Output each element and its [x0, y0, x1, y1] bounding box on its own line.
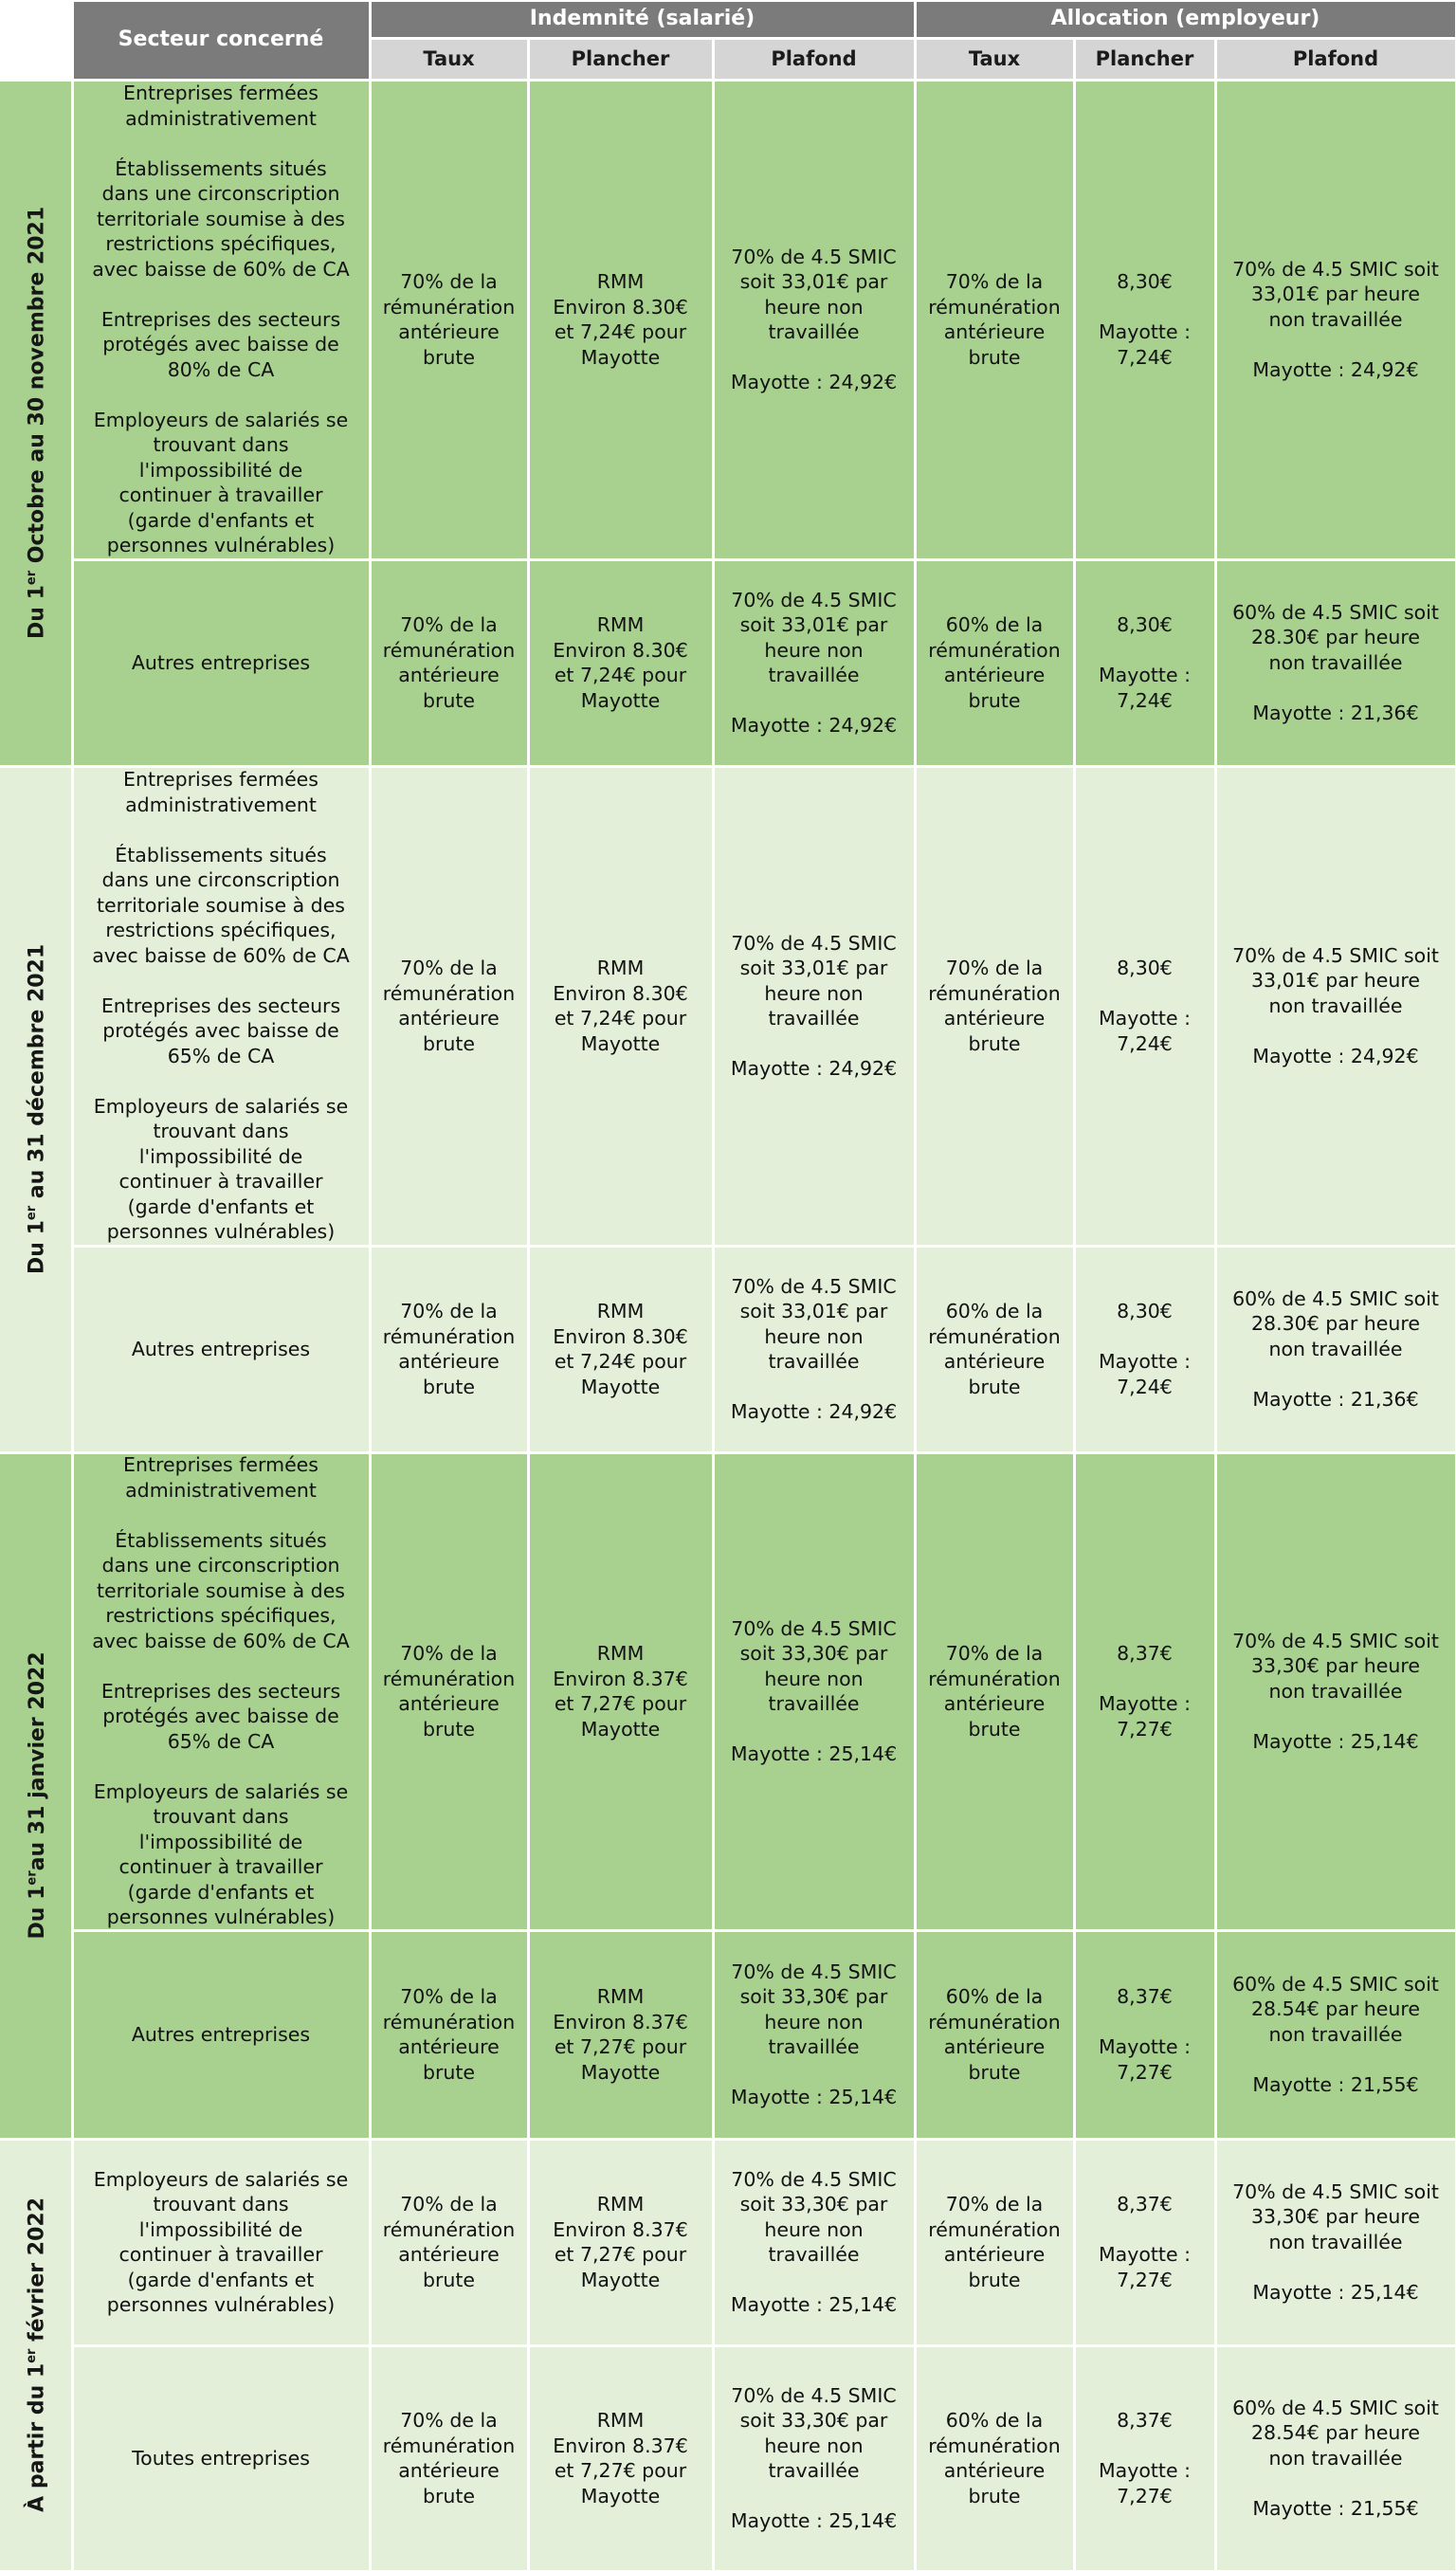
indemnite-plancher-cell: RMM Environ 8.37€ et 7,27€ pour Mayotte	[530, 1932, 712, 2138]
sector-cell: Entreprises fermées administrativement Établissements situés dans une circonscription territoriale soumise à des restrictions spécifiques, avec baisse de 60% de CA Entreprises des secteurs protégés avec baisse de 65% de CA Employeurs de salariés se trouvant dans l'impossibilité de continuer à travailler (garde d'enfants et personnes vulnérables)	[74, 768, 369, 1245]
allocation-plafond-cell: 60% de 4.5 SMIC soit 28.54€ par heure non travaillée Mayotte : 21,55€	[1217, 2347, 1455, 2570]
indemnite-plancher-cell: RMM Environ 8.37€ et 7,27€ pour Mayotte	[530, 2141, 712, 2344]
indemnite-plafond-cell: 70% de 4.5 SMIC soit 33,01€ par heure non travaillée Mayotte : 24,92€	[715, 82, 914, 558]
allocation-plafond-cell: 60% de 4.5 SMIC soit 28.54€ par heure non travaillée Mayotte : 21,55€	[1217, 1932, 1455, 2138]
sector-cell: Entreprises fermées administrativement Établissements situés dans une circonscription territoriale soumise à des restrictions spécifiques, avec baisse de 60% de CA Entreprises des secteurs protégés avec baisse de 80% de CA Employeurs de salariés se trouvant dans l'impossibilité de continuer à travailler (garde d'enfants et personnes vulnérables)	[74, 82, 369, 558]
header-allocation: Allocation (employeur)	[917, 2, 1455, 37]
allocation-plafond-cell: 60% de 4.5 SMIC soit 28.30€ par heure non travaillée Mayotte : 21,36€	[1217, 1248, 1455, 1451]
allocation-plancher-cell: 8,37€ Mayotte : 7,27€	[1076, 2141, 1214, 2344]
period-label-cell	[0, 1454, 71, 2138]
period-label-cell	[0, 2141, 71, 2570]
indemnite-plafond-cell: 70% de 4.5 SMIC soit 33,01€ par heure non travaillée Mayotte : 24,92€	[715, 1248, 914, 1451]
allocation-taux-cell: 60% de la rémunération antérieure brute	[917, 1248, 1073, 1451]
header-sector: Secteur concerné	[74, 2, 369, 79]
indemnite-plafond-cell: 70% de 4.5 SMIC soit 33,30€ par heure non travaillée Mayotte : 25,14€	[715, 1932, 914, 2138]
indemnite-plafond-cell: 70% de 4.5 SMIC soit 33,30€ par heure non travaillée Mayotte : 25,14€	[715, 2347, 914, 2570]
allocation-plancher-cell: 8,30€ Mayotte : 7,24€	[1076, 1248, 1214, 1451]
indemnite-plancher-cell: RMM Environ 8.30€ et 7,24€ pour Mayotte	[530, 561, 712, 765]
sector-cell: Autres entreprises	[74, 561, 369, 765]
allocation-plafond-cell: 70% de 4.5 SMIC soit 33,30€ par heure non travaillée Mayotte : 25,14€	[1217, 1454, 1455, 1929]
header-col-allocation-plafond: Plafond	[1217, 40, 1455, 79]
allocation-taux-cell: 60% de la rémunération antérieure brute	[917, 561, 1073, 765]
sector-cell: Autres entreprises	[74, 1932, 369, 2138]
period-label: Du 1erau 31 janvier 2022	[25, 1651, 49, 1940]
allocation-plancher-cell: 8,30€ Mayotte : 7,24€	[1076, 768, 1214, 1245]
allocation-taux-cell: 70% de la rémunération antérieure brute	[917, 1454, 1073, 1929]
indemnite-plafond-cell: 70% de 4.5 SMIC soit 33,30€ par heure non travaillée Mayotte : 25,14€	[715, 2141, 914, 2344]
indemnite-taux-cell: 70% de la rémunération antérieure brute	[372, 2347, 527, 2570]
allocation-taux-cell: 60% de la rémunération antérieure brute	[917, 2347, 1073, 2570]
header-col-allocation-taux: Taux	[917, 40, 1073, 79]
indemnite-plafond-cell: 70% de 4.5 SMIC soit 33,30€ par heure non travaillée Mayotte : 25,14€	[715, 1454, 914, 1929]
indemnite-taux-cell: 70% de la rémunération antérieure brute	[372, 1248, 527, 1451]
indemnite-taux-cell: 70% de la rémunération antérieure brute	[372, 561, 527, 765]
allocation-plafond-cell: 60% de 4.5 SMIC soit 28.30€ par heure non travaillée Mayotte : 21,36€	[1217, 561, 1455, 765]
allocation-taux-cell: 70% de la rémunération antérieure brute	[917, 768, 1073, 1245]
sector-cell: Entreprises fermées administrativement Établissements situés dans une circonscription territoriale soumise à des restrictions spécifiques, avec baisse de 60% de CA Entreprises des secteurs protégés avec baisse de 65% de CA Employeurs de salariés se trouvant dans l'impossibilité de continuer à travailler (garde d'enfants et personnes vulnérables)	[74, 1454, 369, 1929]
allocation-taux-cell: 70% de la rémunération antérieure brute	[917, 2141, 1073, 2344]
allocation-taux-cell: 70% de la rémunération antérieure brute	[917, 82, 1073, 558]
allocation-plancher-cell: 8,37€ Mayotte : 7,27€	[1076, 1454, 1214, 1929]
header-col-indemnite-plancher: Plancher	[530, 40, 712, 79]
sector-cell: Employeurs de salariés se trouvant dans l'impossibilité de continuer à travailler (garde d'enfants et personnes vulnérables)	[74, 2141, 369, 2344]
allocation-plancher-cell: 8,30€ Mayotte : 7,24€	[1076, 561, 1214, 765]
indemnite-plafond-cell: 70% de 4.5 SMIC soit 33,01€ par heure non travaillée Mayotte : 24,92€	[715, 768, 914, 1245]
allocation-plafond-cell: 70% de 4.5 SMIC soit 33,01€ par heure non travaillée Mayotte : 24,92€	[1217, 768, 1455, 1245]
indemnite-taux-cell: 70% de la rémunération antérieure brute	[372, 2141, 527, 2344]
period-label-cell	[0, 82, 71, 765]
period-label: Du 1er Octobre au 30 novembre 2021	[25, 206, 49, 640]
indemnite-plancher-cell: RMM Environ 8.30€ et 7,24€ pour Mayotte	[530, 1248, 712, 1451]
indemnite-taux-cell: 70% de la rémunération antérieure brute	[372, 82, 527, 558]
indemnite-plafond-cell: 70% de 4.5 SMIC soit 33,01€ par heure non travaillée Mayotte : 24,92€	[715, 561, 914, 765]
allocation-taux-cell: 60% de la rémunération antérieure brute	[917, 1932, 1073, 2138]
period-label-cell	[0, 768, 71, 1451]
allocation-plancher-cell: 8,37€ Mayotte : 7,27€	[1076, 1932, 1214, 2138]
sector-cell: Toutes entreprises	[74, 2347, 369, 2570]
indemnite-taux-cell: 70% de la rémunération antérieure brute	[372, 1454, 527, 1929]
indemnite-plancher-cell: RMM Environ 8.30€ et 7,24€ pour Mayotte	[530, 82, 712, 558]
header-col-indemnite-plafond: Plafond	[715, 40, 914, 79]
allocation-plafond-cell: 70% de 4.5 SMIC soit 33,01€ par heure non travaillée Mayotte : 24,92€	[1217, 82, 1455, 558]
indemnite-taux-cell: 70% de la rémunération antérieure brute	[372, 768, 527, 1245]
indemnite-plancher-cell: RMM Environ 8.37€ et 7,27€ pour Mayotte	[530, 1454, 712, 1929]
header-col-indemnite-taux: Taux	[372, 40, 527, 79]
header-indemnite: Indemnité (salarié)	[372, 2, 914, 37]
allocation-plancher-cell: 8,37€ Mayotte : 7,27€	[1076, 2347, 1214, 2570]
allocation-plancher-cell: 8,30€ Mayotte : 7,24€	[1076, 82, 1214, 558]
sector-cell: Autres entreprises	[74, 1248, 369, 1451]
allocation-plafond-cell: 70% de 4.5 SMIC soit 33,30€ par heure non travaillée Mayotte : 25,14€	[1217, 2141, 1455, 2344]
indemnite-plancher-cell: RMM Environ 8.30€ et 7,24€ pour Mayotte	[530, 768, 712, 1245]
header-col-allocation-plancher: Plancher	[1076, 40, 1214, 79]
period-label: Du 1er au 31 décembre 2021	[25, 943, 49, 1275]
indemnite-plancher-cell: RMM Environ 8.37€ et 7,27€ pour Mayotte	[530, 2347, 712, 2570]
indemnite-taux-cell: 70% de la rémunération antérieure brute	[372, 1932, 527, 2138]
period-label: À partir du 1er février 2022	[25, 2197, 49, 2512]
